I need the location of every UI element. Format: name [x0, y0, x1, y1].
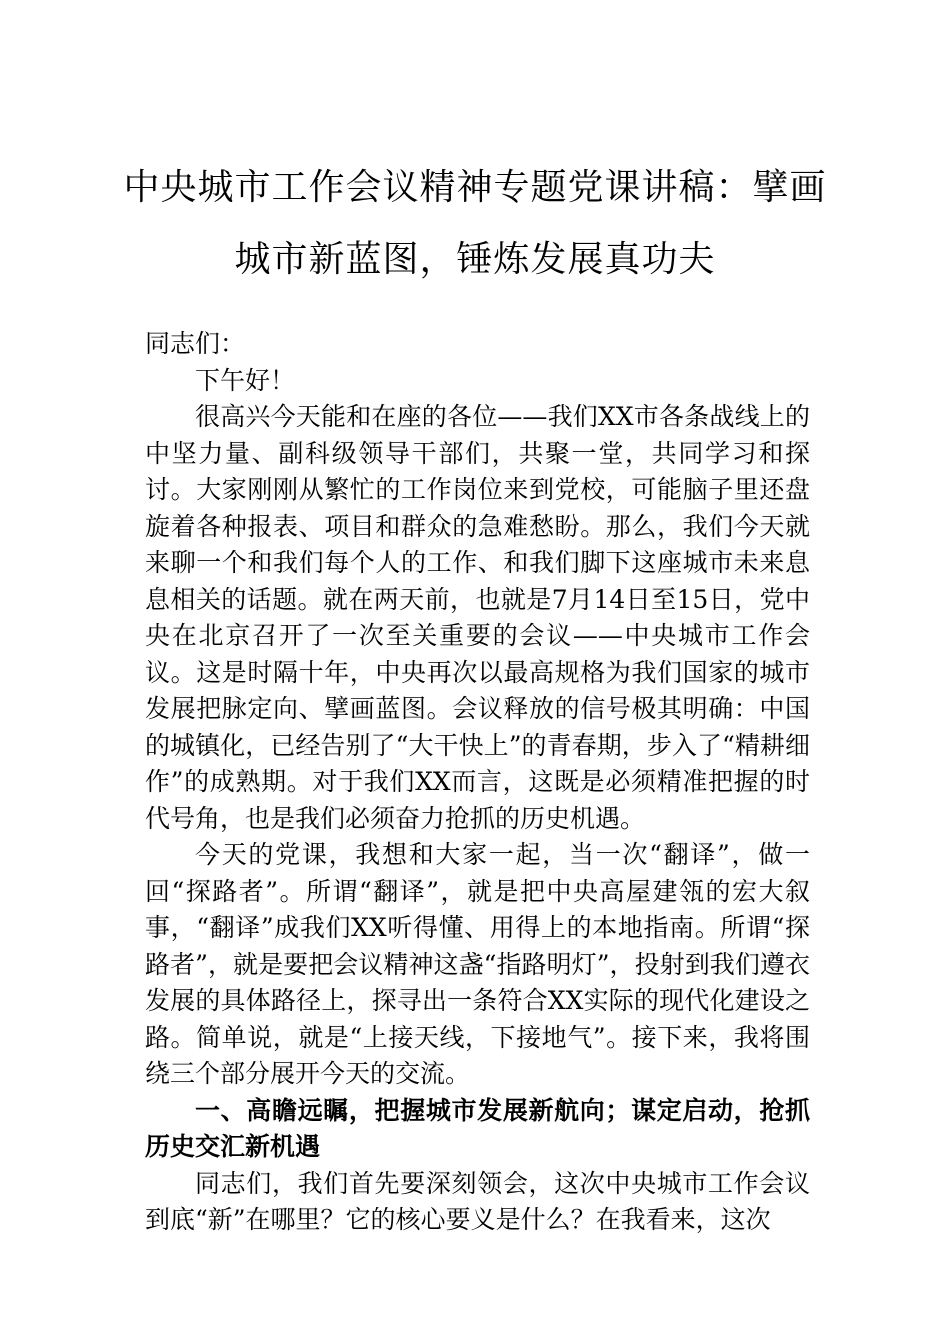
salutation: 同志们：	[145, 329, 246, 358]
section-heading-1: 一、高瞻远瞩，把握城市发展新航向；谋定启动，抢抓历史交汇新机遇	[145, 1095, 810, 1161]
document-title: 中央城市工作会议精神专题党课讲稿：擘画城市新蓝图，锤炼发展真功夫	[123, 167, 827, 280]
paragraph-purpose: 今天的党课，我想和大家一起，当一次“翻译”，做一回“探路者”。所谓“翻译”，就是把中央高屋建瓴的宏大叙事，“翻译”成我们XX听得懂、用得上的本地指南。所谓“探路者”，就是要把会议精神这盏“指路明灯”，投射到我们遵衣发展的具体路径上，探寻出一条符合XX实际的现代化建设之路。简单说，就是“上接天线，下接地气”。接下来，我将围绕三个部分展开今天的交流。	[145, 840, 810, 1088]
paragraph-section1: 同志们，我们首先要深刻领会，这次中央城市工作会议到底“新”在哪里？它的核心要义是什么？在我看来，这次	[145, 1168, 810, 1234]
paragraph-intro: 很高兴今天能和在座的各位——我们XX市各条战线上的中坚力量、副科级领导干部们，共聚一堂，共同学习和探讨。大家刚刚从繁忙的工作岗位来到党校，可能脑子里还盘旋着各种报表、项目和群众的急难愁盼。那么，我们今天就来聊一个和我们每个人的工作、和我们脚下这座城市未来息息相关的话题。就在两天前，也就是7月14日至15日，党中央在北京召开了一次至关重要的会议——中央城市工作会议。这是时隔十年，中央再次以最高规格为我们国家的城市发展把脉定向、擘画蓝图。会议释放的信号极其明确：中国的城镇化，已经告别了“大干快上”的青春期，步入了“精耕细作”的成熟期。对于我们XX而言，这既是必须精准把握的时代号角，也是我们必须奋力抢抓的历史机遇。	[145, 402, 810, 833]
document-body	[145, 326, 810, 1239]
greeting: 下午好！	[195, 365, 296, 395]
